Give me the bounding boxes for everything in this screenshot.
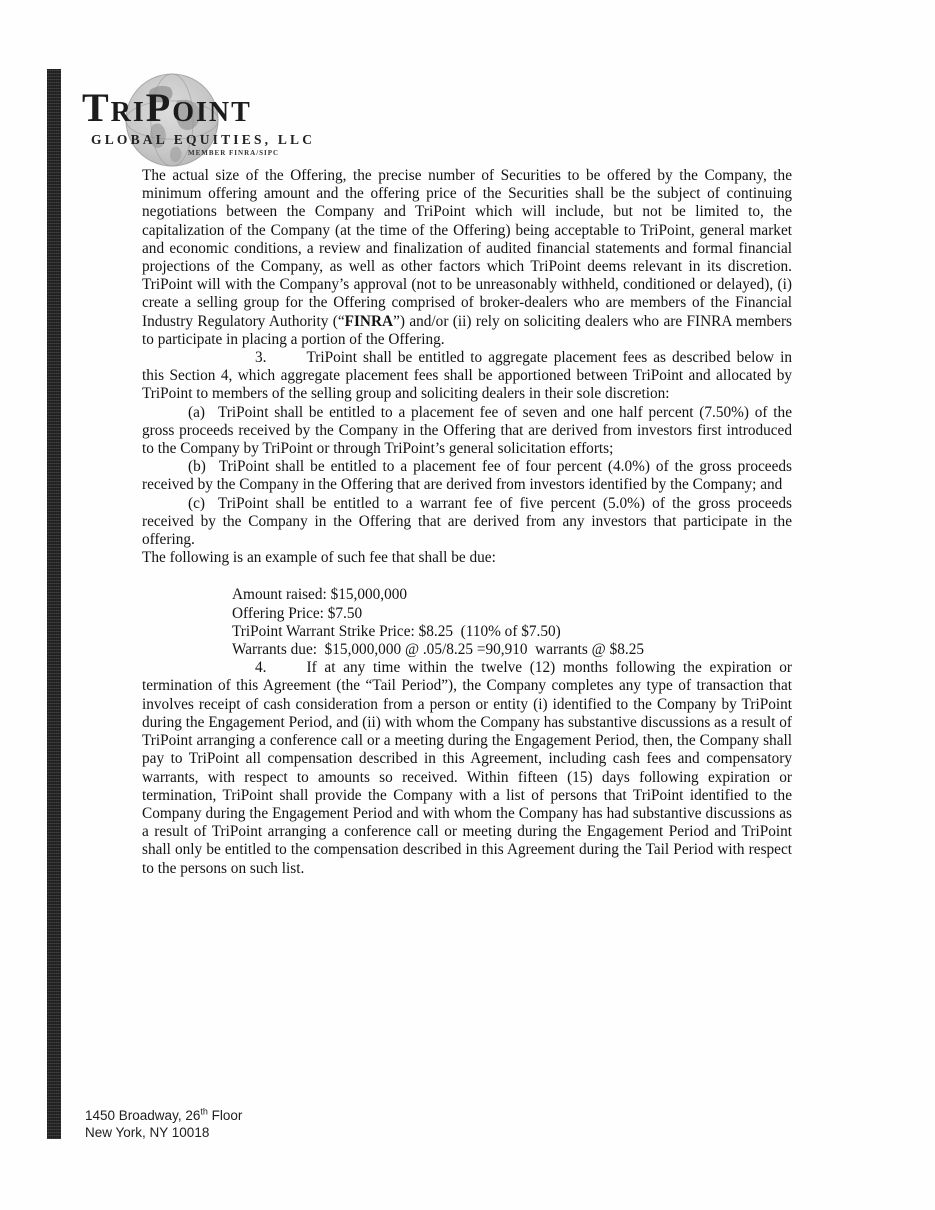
example-intro: The following is an example of such fee that shall be due: — [142, 549, 496, 567]
intro-text-pre: The actual size of the Offering, the precise number of Securities to be offered by the Company, the minimum offering amount and the offering price of the Securities shall be the subject of continuing negotiations between the Company and TriPoint which will include, but not be limited to, the capitalization of the Company (at the time of the Offering) being acceptable to TriPoint, general market and economic conditions, a review and finalization of audited financial statements and formal financial projections of the Company, as well as other factors which TriPoint deems relevant in its discretion. TriPoint will with the Company’s approval (not to be unreasonably withheld, conditioned or delayed), (i) create a selling group for the Offering comprised of broker-dealers who are members of the Financial Industry Regulatory Authority (“ — [142, 167, 792, 330]
document-body — [142, 167, 792, 878]
subitem-a — [142, 404, 792, 459]
subitem-c — [142, 495, 792, 550]
address-line-1-pre: 1450 Broadway, 26 — [85, 1108, 201, 1123]
example-block — [232, 586, 792, 659]
scan-binding-bar — [47, 69, 61, 1139]
example-line-warrants-due: Warrants due: $15,000,000 @ .05/8.25 =90,910 warrants @ $8.25 — [232, 641, 644, 659]
example-line-warrant-strike-price: TriPoint Warrant Strike Price: $8.25 (110% of $7.50) — [232, 622, 561, 640]
section-4-paragraph — [142, 659, 792, 877]
section-4-number: 4. — [255, 659, 267, 677]
intro-paragraph — [142, 167, 792, 349]
intro-text-post: ”) and/or (ii) rely on soliciting dealers who are FINRA members to participate in placing a portion of the Offering. — [142, 312, 792, 348]
example-line-offering-price: Offering Price: $7.50 — [232, 604, 363, 622]
subitem-a-text: TriPoint shall be entitled to a placement fee of seven and one half percent (7.50%) of the gross proceeds received by the Company in the Offering that are derived from investors first introduced to the Company by TriPoint or through TriPoint’s general solicitation efforts; — [142, 403, 792, 458]
section-4-text: If at any time within the twelve (12) months following the expiration or termination of this Agreement (the “Tail Period”), the Company completes any type of transaction that involves receipt of cash consideration from a person or entity (i) identified to the Company by TriPoint during the Engagement Period, and (ii) with whom the Company has substantive discussions as a result of TriPoint arranging a conference call or a meeting during the Engagement Period, then, the Company shall pay to TriPoint all compensation described in this Agreement, including cash fees and compensatory warrants, with respect to amounts so received. Within fifteen (15) days following expiration or termination, TriPoint shall provide the Company with a list of persons that TriPoint identified to the Company during the Engagement Period and with whom the Company has had substantive discussions as a result of TriPoint arranging a conference call or meeting during the Engagement Period and TriPoint shall only be entitled to the compensation described in this Agreement during the Tail Period with respect to the persons on such list. — [142, 659, 792, 877]
example-line-amount-raised: Amount raised: $15,000,000 — [232, 586, 408, 604]
section-3-number: 3. — [255, 349, 267, 367]
finra-bold-term: FINRA — [344, 312, 394, 330]
address-ordinal-superscript: th — [200, 1106, 208, 1117]
company-logo — [80, 70, 340, 170]
address-line-2: New York, NY 10018 — [85, 1124, 210, 1140]
subitem-c-label: (c) — [188, 494, 205, 512]
member-finra-sipc-line: MEMBER FINRA/SIPC — [188, 149, 280, 157]
subitem-b-text: TriPoint shall be entitled to a placement fee of four percent (4.0%) of the gross proceeds received by the Company in the Offering that are derived from investors identified by the Company; and — [142, 458, 792, 494]
footer-address — [85, 1108, 242, 1141]
section-3-paragraph — [142, 349, 792, 404]
brand-name: TriPoint — [82, 85, 252, 130]
address-line-1-post: Floor — [207, 1108, 243, 1123]
subitem-b — [142, 458, 792, 494]
subitem-a-label: (a) — [188, 403, 205, 421]
brand-subtitle: GLOBAL EQUITIES, LLC — [91, 132, 316, 147]
section-3-text: TriPoint shall be entitled to aggregate placement fees as described below in this Section 4, which aggregate placement fees shall be apportioned between TriPoint and allocated by TriPoint to members of the selling group and soliciting dealers in their sole discretion: — [142, 349, 792, 403]
subitem-b-label: (b) — [188, 458, 206, 476]
subitem-c-text: TriPoint shall be entitled to a warrant fee of five percent (5.0%) of the gross proceeds received by the Company in the Offering that are derived from any investors that participate in the offering. — [142, 494, 792, 549]
address-line-1 — [85, 1108, 242, 1125]
